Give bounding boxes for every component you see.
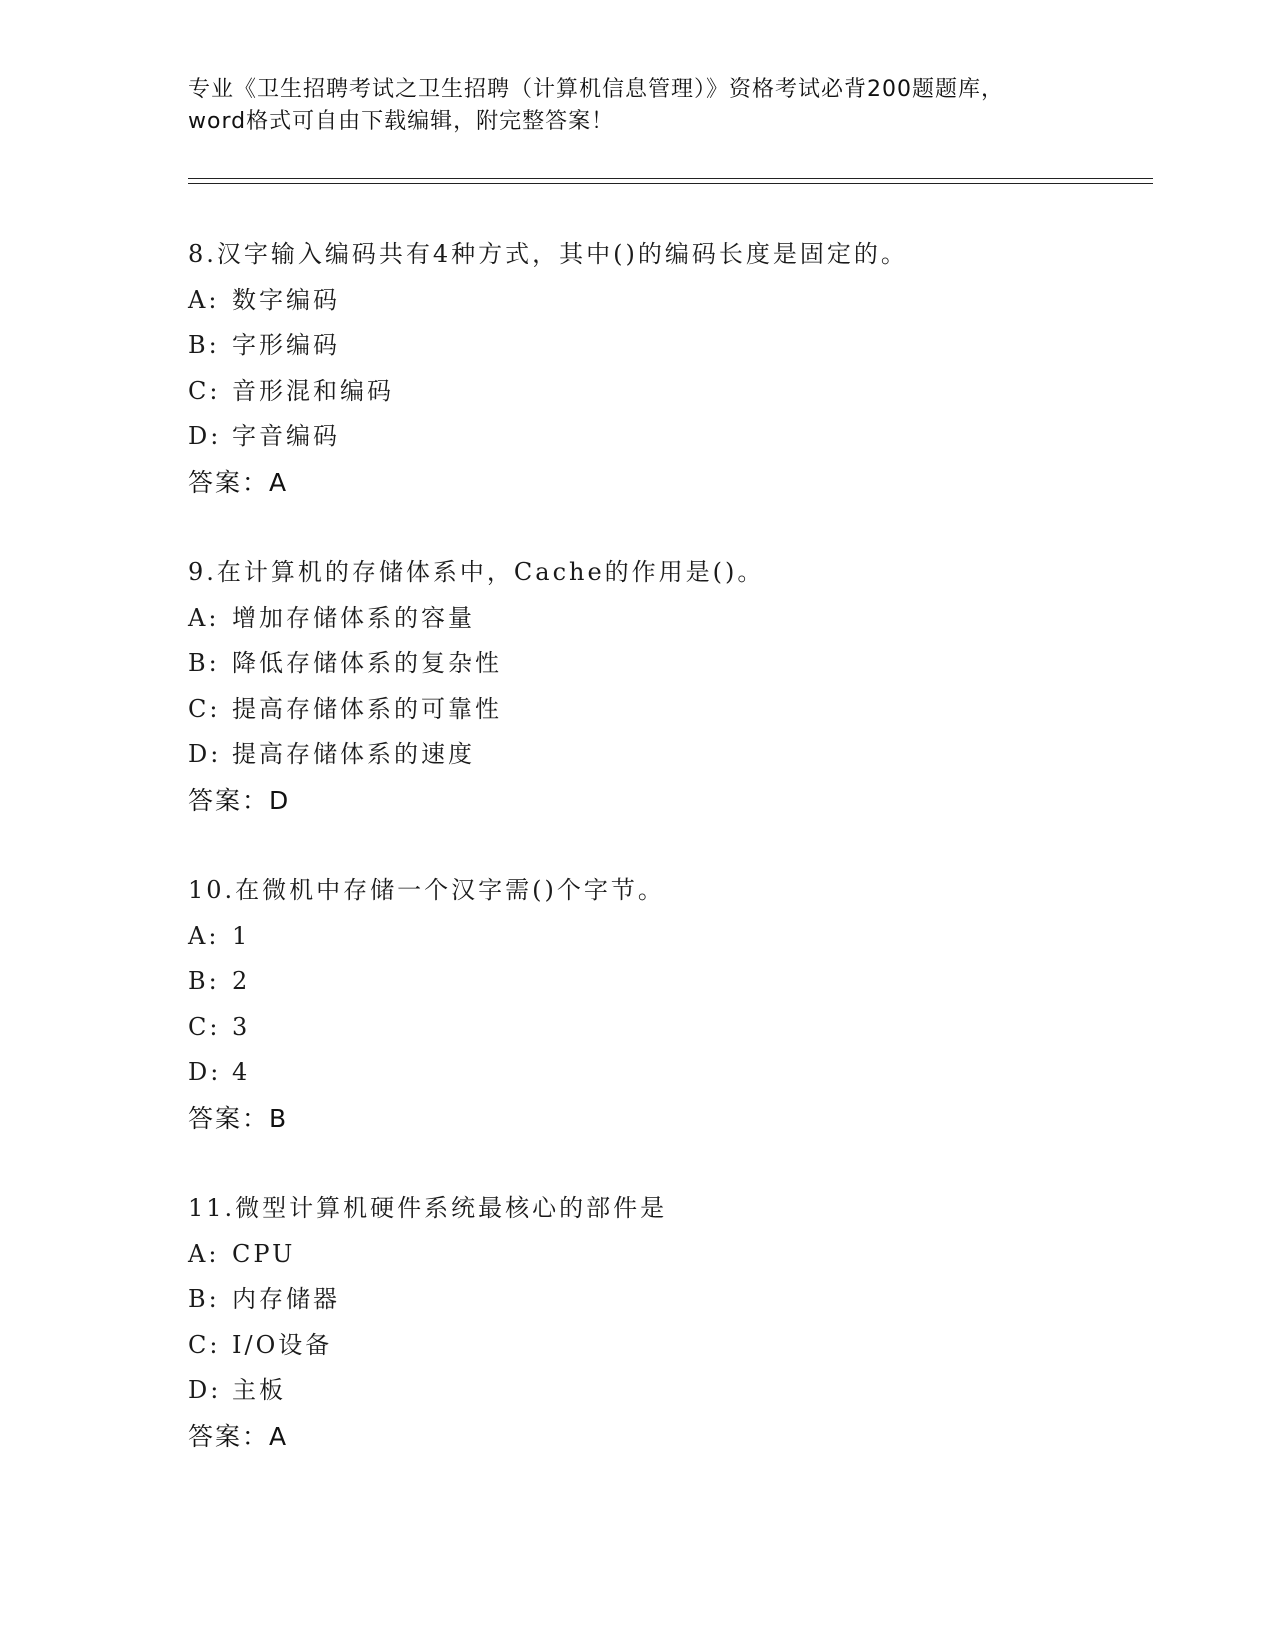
option-letter: D:: [188, 422, 222, 450]
option-letter: C:: [188, 694, 221, 723]
option-text: 字音编码: [232, 422, 340, 450]
question-9: [188, 550, 1148, 823]
option-letter: C:: [188, 1012, 221, 1041]
question-text: 9.在计算机的存储体系中，Cache的作用是()。: [188, 558, 765, 586]
option-d: [188, 1368, 1148, 1414]
option-b: [188, 1277, 1148, 1323]
option-text: 4: [232, 1058, 251, 1086]
option-c: [188, 1005, 1148, 1051]
option-letter: D:: [188, 1058, 222, 1086]
question-8: [188, 232, 1148, 505]
option-letter: B:: [188, 967, 220, 995]
option-letter: B:: [188, 649, 220, 677]
option-b: [188, 641, 1148, 687]
option-letter: B:: [188, 1285, 220, 1313]
option-c: [188, 687, 1148, 733]
header-line-2: word格式可自由下载编辑，附完整答案！: [188, 109, 615, 134]
option-text: 内存储器: [232, 1285, 340, 1313]
option-a: [188, 914, 1148, 960]
option-letter: C:: [188, 1330, 221, 1359]
header-divider-top: [188, 178, 1153, 179]
option-text: CPU: [232, 1239, 296, 1268]
answer-line: 答案：A: [188, 1421, 289, 1451]
question-10: [188, 868, 1148, 1141]
option-letter: A:: [188, 285, 220, 314]
option-text: 提高存储体系的速度: [232, 740, 475, 768]
question-text: 11.微型计算机硬件系统最核心的部件是: [188, 1194, 668, 1222]
question-list: [188, 232, 1148, 1504]
option-text: 主板: [232, 1376, 286, 1404]
option-text: 提高存储体系的可靠性: [232, 694, 502, 723]
option-c: [188, 369, 1148, 415]
option-b: [188, 959, 1148, 1005]
option-text: 1: [232, 921, 251, 950]
option-text: 降低存储体系的复杂性: [232, 649, 502, 677]
header-line-1: 专业《卫生招聘考试之卫生招聘（计算机信息管理）》资格考试必背200题题库，: [188, 77, 1004, 102]
option-letter: D:: [188, 740, 222, 768]
answer-line: 答案：B: [188, 1103, 289, 1133]
option-text: 字形编码: [232, 331, 340, 359]
answer-line: 答案：A: [188, 467, 289, 497]
option-letter: A:: [188, 921, 220, 950]
option-a: [188, 278, 1148, 324]
document-header: [188, 74, 1088, 138]
option-text: 3: [232, 1012, 251, 1041]
option-text: 2: [232, 967, 251, 995]
option-text: 增加存储体系的容量: [232, 603, 475, 632]
option-letter: B:: [188, 331, 220, 359]
option-letter: C:: [188, 376, 221, 405]
option-b: [188, 323, 1148, 369]
option-text: 数字编码: [232, 285, 340, 314]
question-text: 8.汉字输入编码共有4种方式，其中()的编码长度是固定的。: [188, 240, 908, 268]
question-11: [188, 1186, 1148, 1459]
option-c: [188, 1323, 1148, 1369]
option-text: 音形混和编码: [232, 376, 394, 405]
option-d: [188, 414, 1148, 460]
option-text: I/O设备: [232, 1330, 333, 1359]
option-letter: A:: [188, 1239, 220, 1268]
header-divider-bottom: [188, 183, 1153, 184]
option-d: [188, 732, 1148, 778]
option-d: [188, 1050, 1148, 1096]
question-text: 10.在微机中存储一个汉字需()个字节。: [188, 876, 665, 904]
option-letter: A:: [188, 603, 220, 632]
option-a: [188, 1232, 1148, 1278]
option-a: [188, 596, 1148, 642]
option-letter: D:: [188, 1376, 222, 1404]
answer-line: 答案：D: [188, 785, 291, 815]
